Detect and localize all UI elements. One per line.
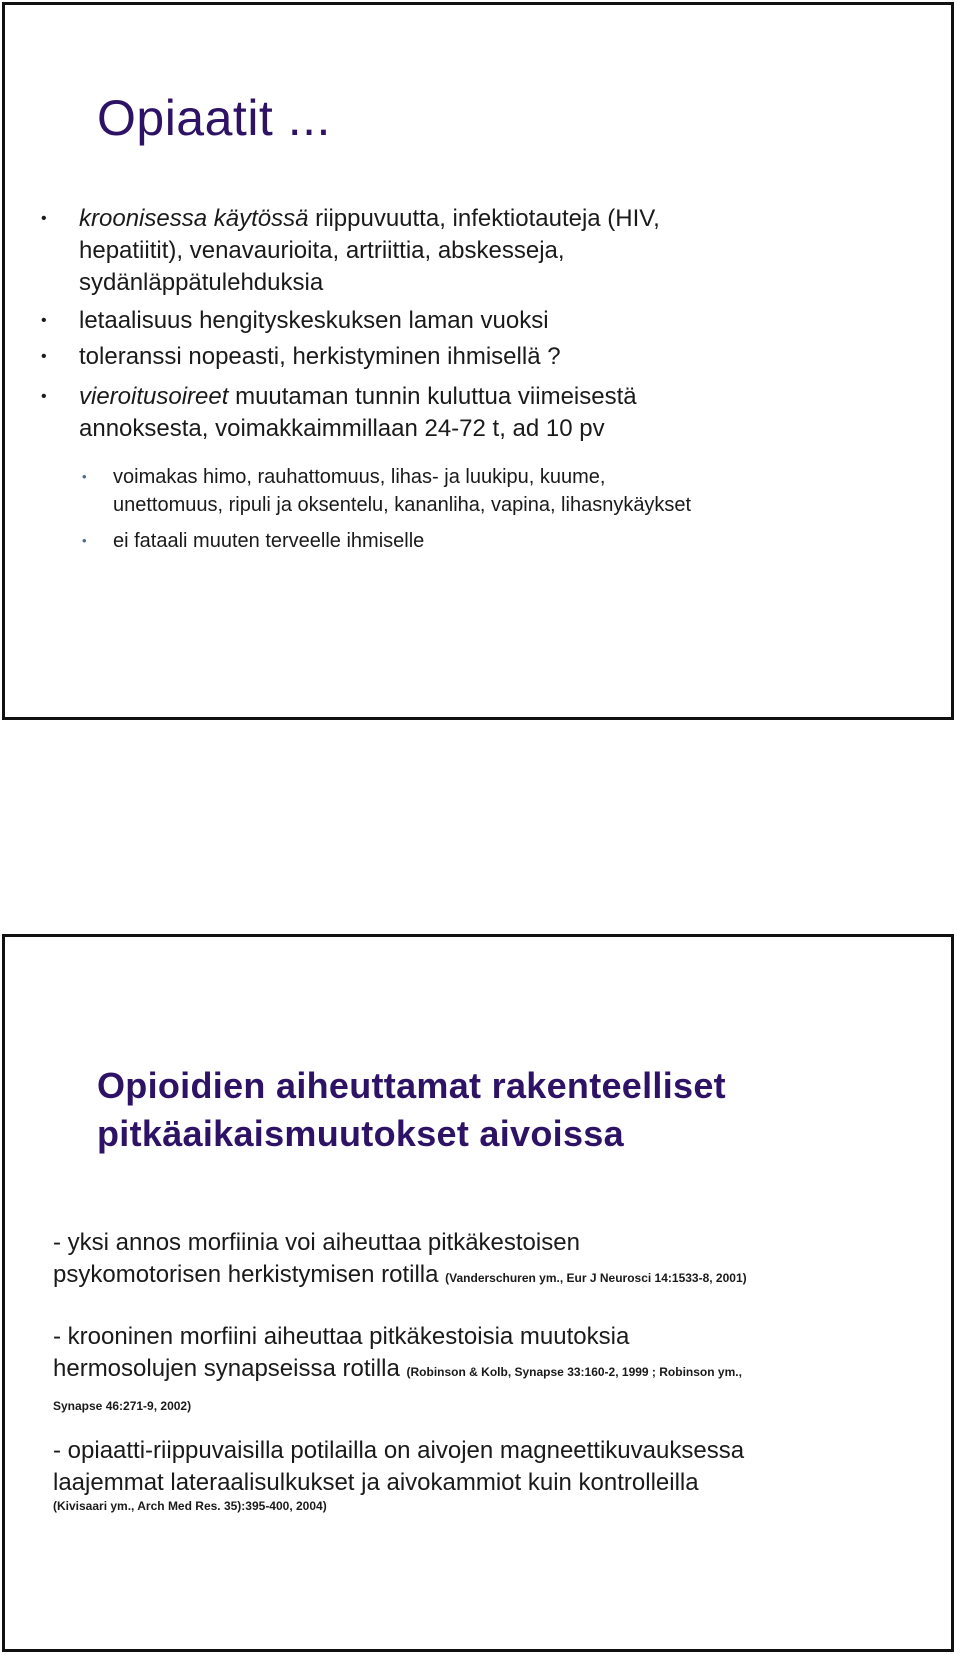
bullet-text: letaalisuus hengityskeskuksen laman vuoksi: [79, 307, 549, 334]
sub-bullet-text: voimakas himo, rauhattomuus, lihas- ja luukipu, kuume,: [113, 466, 606, 488]
bullet-text-line: annoksesta, voimakkaimmillaan 24-72 t, ad 10 pv: [79, 415, 605, 442]
slide-opiaatit: [2, 2, 954, 720]
sub-bullet-text: ei fataali muuten terveelle ihmiselle: [113, 530, 425, 552]
finding-text: laajemmat lateraalisulkukset ja aivokammiot kuin kontrolleilla: [53, 1469, 699, 1496]
sub-bullet-text-line: unettomuus, ripuli ja oksentelu, kananliha, vapina, lihasnykäykset: [113, 494, 692, 516]
reference-citation: (Vanderschuren ym., Eur J Neurosci 14:1533-8, 2001): [445, 1271, 747, 1285]
sub-bullet-item: [82, 463, 913, 519]
bullet-text-line: hepatiitit), venavaurioita, artriittia, abskesseja,: [79, 237, 565, 264]
bullet-item: [41, 341, 899, 373]
slide-title: Opiaatit ...: [97, 90, 331, 146]
bullet-text-line: sydänläppätulehduksia: [79, 269, 324, 296]
reference-citation: (Kivisaari ym., Arch Med Res. 35):395-400, 2004): [53, 1499, 327, 1513]
sub-bullet-dot: •: [82, 469, 87, 484]
bullet-text: muutaman tunnin kuluttua viimeisestä: [228, 383, 637, 410]
finding-text: - opiaatti-riippuvaisilla potilailla on aivojen magneettikuvauksessa: [53, 1437, 745, 1464]
finding-text: psykomotorisen herkistymisen rotilla: [53, 1261, 439, 1288]
reference-citation: (Robinson & Kolb, Synapse 33:160-2, 1999 ; Robinson ym.,: [406, 1365, 742, 1379]
slide-title: [97, 1062, 726, 1158]
bullet-dot: •: [41, 388, 47, 405]
bullet-emphasis: vieroitusoireet: [79, 383, 229, 410]
sub-bullet-item: [82, 527, 913, 555]
sub-bullet-dot: •: [82, 533, 87, 548]
finding-item: [53, 1227, 933, 1294]
finding-text: - yksi annos morfiinia voi aiheuttaa pitkäkestoisen: [53, 1229, 580, 1256]
bullet-dot: •: [41, 210, 47, 227]
bullet-text: riippuvuutta, infektiotauteja (HIV,: [308, 205, 660, 232]
bullet-item: [41, 381, 899, 445]
bullet-item: [41, 305, 899, 337]
bullet-text: toleranssi nopeasti, herkistyminen ihmisellä ?: [79, 343, 561, 370]
bullet-dot: •: [41, 312, 47, 329]
slide-rakenteelliset-muutokset: [2, 934, 954, 1652]
finding-item: [53, 1435, 933, 1499]
finding-text: hermosolujen synapseissa rotilla: [53, 1355, 400, 1382]
bullet-item: [41, 203, 899, 299]
slide-title-line: Opioidien aiheuttamat rakenteelliset: [97, 1065, 726, 1106]
bullet-emphasis: kroonisessa käytössä: [79, 205, 309, 232]
reference-citation: Synapse 46:271-9, 2002): [53, 1399, 192, 1413]
finding-item: [53, 1321, 933, 1388]
finding-text: - krooninen morfiini aiheuttaa pitkäkestoisia muutoksia: [53, 1323, 630, 1350]
slide-title-line: pitkäaikaismuutokset aivoissa: [97, 1113, 624, 1154]
bullet-dot: •: [41, 348, 47, 365]
